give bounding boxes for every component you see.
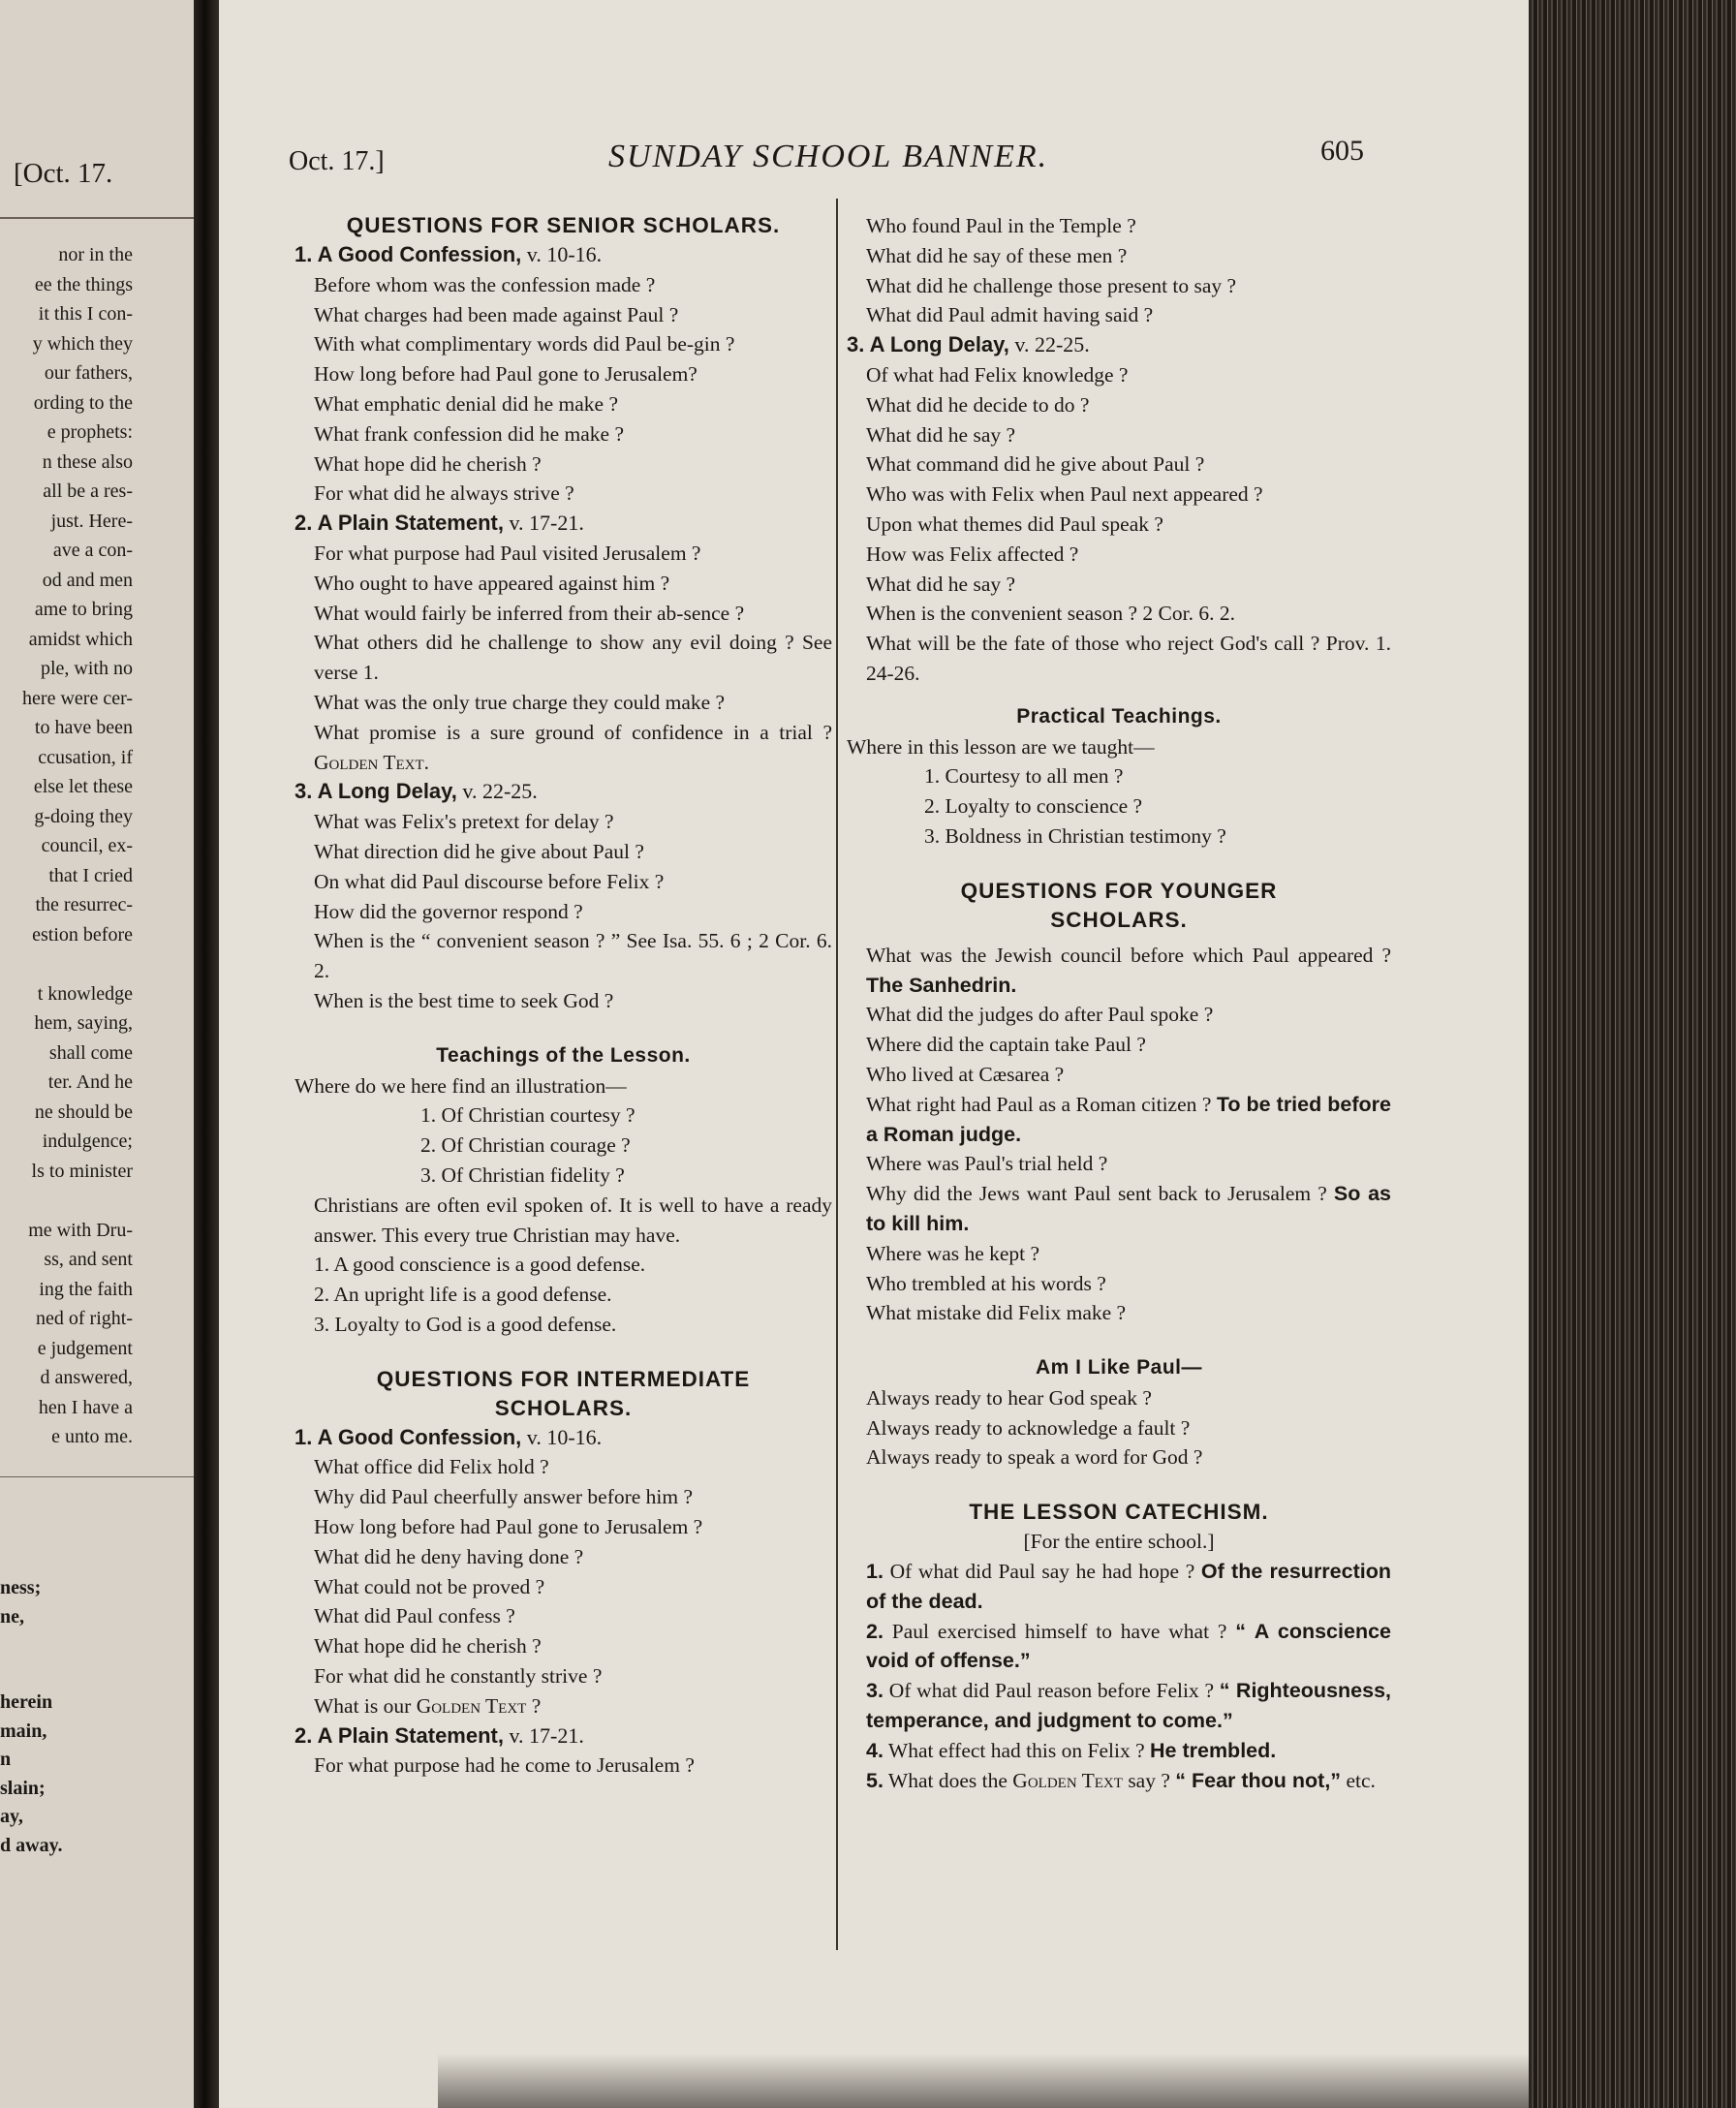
list-line: What frank confession did he make ? — [314, 421, 624, 446]
intermediate-question: What will be the fate of those who reject God's call ? Prov. 1. 24-26. — [866, 632, 1391, 685]
younger-heading: QUESTIONS FOR YOUNGER — [960, 878, 1278, 903]
running-head — [289, 133, 1422, 181]
list-line: For what purpose had Paul visited Jerusalem ? — [314, 541, 701, 565]
like-paul-heading: Am I Like Paul— — [1035, 1356, 1203, 1380]
teachings-intro: Where do we here find an illustration— — [294, 1073, 627, 1098]
like-paul-items — [847, 1383, 1391, 1472]
list-line: How long before had Paul gone to Jerusalem? — [314, 362, 698, 387]
left-page-line: me with Dru- — [28, 1219, 133, 1241]
list-line: Always ready to acknowledge a fault ? — [866, 1415, 1191, 1440]
list-line: Who trembled at his words ? — [866, 1271, 1106, 1295]
left-page-line: it this I con- — [38, 303, 133, 325]
list-line: Before whom was the confession made ? — [314, 272, 656, 296]
page-number: 605 — [1320, 135, 1364, 167]
list-line: What did Paul admit having said ? — [866, 303, 1154, 327]
header-title: SUNDAY SCHOOL BANNER. — [608, 139, 1049, 174]
younger-question: What right had Paul as a Roman citizen ? To be tried before a Roman judge. — [866, 1092, 1391, 1146]
list-line: What office did Felix hold ? — [314, 1455, 549, 1479]
left-page-line: ness; — [0, 1577, 42, 1598]
list-line: 3. Loyalty to God is a good defense. — [314, 1312, 617, 1336]
list-line: Always ready to hear God speak ? — [866, 1385, 1152, 1410]
senior-s1-questions — [294, 270, 832, 330]
left-page-line: here were cer- — [22, 687, 133, 709]
younger-questions-2 — [847, 1239, 1391, 1328]
intermediate-golden-question: What is our Golden Text ? — [314, 1693, 542, 1718]
senior-question: When is the best time to seek God ? — [314, 988, 614, 1012]
left-page-line: hen I have a — [38, 1396, 133, 1418]
list-line: On what did Paul discourse before Felix ? — [314, 869, 665, 893]
left-page-line: t knowledge — [37, 982, 133, 1005]
list-line: What command did he give about Paul ? — [866, 452, 1205, 477]
left-page-line: shall come — [48, 1041, 133, 1064]
list-line: What charges had been made against Paul ? — [314, 302, 679, 326]
list-line: Who found Paul in the Temple ? — [866, 214, 1136, 237]
list-line: What hope did he cherish ? — [314, 1634, 542, 1658]
practical-intro: Where in this lesson are we taught— — [847, 734, 1155, 759]
catechism-items — [847, 1557, 1391, 1766]
left-page-line: indulgence; — [42, 1131, 133, 1152]
list-line: What did Paul confess ? — [314, 1604, 515, 1628]
left-page-line: y which they — [32, 332, 133, 355]
left-page-header: [Oct. 17. — [14, 158, 113, 189]
column-rule — [836, 199, 838, 1950]
younger-question: What was the Jewish council before which Paul appeared ? The Sanhedrin. — [866, 943, 1391, 997]
list-line: Who lived at Cæsarea ? — [866, 1062, 1065, 1086]
left-page-line: ne, — [0, 1605, 24, 1628]
left-page-line: od and men — [42, 569, 133, 591]
left-page-line: the resurrec- — [35, 894, 133, 915]
left-page-line: d answered, — [40, 1367, 133, 1388]
list-line: Why did Paul cheerfully answer before him ? — [314, 1485, 694, 1509]
list-line: Who ought to have appeared against him ? — [314, 571, 670, 595]
list-line: Always ready to speak a word for God ? — [866, 1445, 1203, 1470]
list-line: How was Felix affected ? — [866, 542, 1079, 566]
list-line: What direction did he give about Paul ? — [314, 839, 644, 863]
left-page-line: ccusation, if — [38, 746, 133, 768]
list-line: Upon what themes did Paul speak ? — [866, 512, 1163, 536]
left-page-line: ss, and sent — [44, 1249, 133, 1270]
list-line: What emphatic denial did he make ? — [314, 391, 619, 416]
senior-question: What promise is a sure ground of confidence in a trial ? Golden Text. — [314, 720, 832, 774]
senior-s2-questions — [294, 539, 832, 599]
teachings-paragraph: Christians are often evil spoken of. It is well to have a ready answer. This every true Christian may have. — [314, 1193, 832, 1247]
list-line: For what purpose had he come to Jerusalem ? — [314, 1753, 695, 1778]
left-page-line: ame to bring — [34, 599, 133, 620]
intermediate-s1-questions — [294, 1452, 832, 1690]
senior-s1-title: 1. A Good Confession, v. 10-16. — [294, 242, 603, 266]
list-line: Of what had Felix knowledge ? — [866, 362, 1129, 387]
left-header-rule — [0, 217, 199, 219]
catechism-subheading: [For the entire school.] — [1023, 1530, 1215, 1554]
list-line: 2. Of Christian courage ? — [420, 1133, 631, 1158]
practical-heading: Practical Teachings. — [1016, 704, 1222, 728]
list-line: What hope did he cherish ? — [314, 451, 542, 476]
left-page-line: ording to the — [33, 391, 133, 414]
list-line: What did he deny having done ? — [314, 1544, 584, 1568]
left-page-line: that I cried — [48, 864, 133, 886]
younger-question: Why did the Jews want Paul sent back to Jerusalem ? So as to kill him. — [866, 1182, 1391, 1235]
list-line: What did the judges do after Paul spoke ? — [866, 1003, 1214, 1027]
page-shadow — [438, 2054, 1529, 2108]
left-page-line: ter. And he — [47, 1071, 133, 1093]
left-page-line: ls to minister — [31, 1160, 133, 1182]
left-page-line: e judgement — [37, 1337, 133, 1359]
left-page-line: ned of right- — [36, 1308, 133, 1329]
left-page-line: ay, — [0, 1806, 23, 1827]
left-page-line: hem, saying, — [34, 1012, 133, 1034]
left-page-line: herein — [0, 1691, 53, 1713]
main-page — [219, 0, 1529, 2108]
list-line: What mistake did Felix make ? — [866, 1301, 1127, 1325]
younger-question: Where was Paul's trial held ? — [866, 1152, 1108, 1176]
intermediate-heading: QUESTIONS FOR INTERMEDIATE — [376, 1366, 751, 1391]
left-page-line: n these also — [42, 450, 133, 473]
left-page-line: ave a con- — [52, 540, 133, 561]
senior-heading: QUESTIONS FOR SENIOR SCHOLARS. — [346, 213, 781, 237]
catechism-item: 1. Of what did Paul say he had hope ? Of the resurrection of the dead. — [866, 1560, 1391, 1613]
left-page-line: all be a res- — [43, 480, 133, 502]
left-column — [294, 211, 832, 1781]
catechism-item: 5. What does the Golden Text say ? “ Fear thou not,” etc. — [866, 1768, 1376, 1792]
list-line: When is the convenient season ? 2 Cor. 6. 2. — [866, 602, 1235, 626]
list-line: What did he decide to do ? — [866, 392, 1090, 417]
left-page-line: e prophets: — [46, 421, 133, 443]
senior-question: What others did he challenge to show any evil doing ? See verse 1. — [314, 631, 832, 685]
right-column — [847, 211, 1391, 1795]
list-line: What was Felix's pretext for delay ? — [314, 810, 614, 834]
left-page-line: just. Here- — [50, 510, 133, 532]
left-page-line: g-doing they — [34, 805, 133, 827]
list-line: For what did he constantly strive ? — [314, 1664, 603, 1689]
list-line: How long before had Paul gone to Jerusalem ? — [314, 1515, 703, 1539]
list-line: 3. Boldness in Christian testimony ? — [924, 823, 1226, 848]
list-line: How did the governor respond ? — [314, 899, 583, 923]
list-line: 1. A good conscience is a good defense. — [314, 1253, 646, 1277]
senior-question: What was the only true charge they could make ? — [314, 690, 726, 714]
left-page-line: nor in the — [58, 244, 133, 265]
teachings-heading: Teachings of the Lesson. — [436, 1043, 691, 1067]
list-line: What did he challenge those present to say ? — [866, 273, 1237, 297]
left-page-line: ing the faith — [39, 1278, 133, 1300]
list-line: 2. An upright life is a good defense. — [314, 1283, 612, 1307]
list-line: What did he say of these men ? — [866, 243, 1128, 267]
intermediate-s2-title: 2. A Plain Statement, v. 17-21. — [294, 1722, 584, 1748]
header-date: Oct. 17.] — [289, 146, 385, 176]
left-page-line: main, — [0, 1720, 47, 1742]
intermediate-s2-questions — [294, 1751, 832, 1781]
teachings-items — [294, 1100, 832, 1190]
senior-s2-title: 2. A Plain Statement, v. 17-21. — [294, 511, 584, 536]
senior-question: What would fairly be inferred from their ab-sence ? — [314, 601, 745, 625]
left-page-line: our fathers, — [44, 362, 133, 384]
list-line: 1. Courtesy to all men ? — [924, 764, 1124, 789]
left-page-line: ne should be — [34, 1100, 133, 1123]
left-page-line: to have been — [34, 717, 133, 738]
senior-s3-questions — [294, 807, 832, 926]
left-page-line: ple, with no — [41, 658, 133, 679]
senior-question: With what complimentary words did Paul be-gin ? — [314, 332, 735, 356]
left-page-line: estion before — [32, 923, 133, 946]
left-page-line: e unto me. — [51, 1426, 133, 1447]
left-section-rule — [0, 1476, 199, 1477]
list-line: For what did he always strive ? — [314, 481, 574, 506]
left-page-line: else let these — [33, 776, 133, 797]
younger-questions — [847, 1000, 1391, 1089]
list-line: What did he say ? — [866, 572, 1016, 596]
left-page-line: council, ex- — [41, 835, 133, 856]
practical-items — [847, 761, 1391, 851]
catechism-item: 3. Of what did Paul reason before Felix ? “ Righteousness, temperance, and judgment to come.” — [866, 1679, 1391, 1733]
teachings-list — [294, 1250, 832, 1339]
list-line: What did he say ? — [866, 422, 1016, 447]
left-page-line: n — [0, 1749, 12, 1770]
catechism-item: 2. Paul exercised himself to have what ? “ A conscience void of offense.” — [866, 1619, 1391, 1673]
intermediate-heading-2: SCHOLARS. — [494, 1395, 633, 1420]
list-line: What could not be proved ? — [314, 1574, 545, 1598]
senior-question: When is the “ convenient season ? ” See Isa. 55. 6 ; 2 Cor. 6. 2. — [314, 929, 832, 983]
catechism-heading: THE LESSON CATECHISM. — [969, 1500, 1269, 1525]
left-page-line: d away. — [0, 1834, 63, 1856]
left-page-fragment — [0, 0, 199, 2108]
senior-s3-title: 3. A Long Delay, v. 22-25. — [294, 779, 538, 804]
intermediate-s3-questions — [847, 360, 1391, 629]
list-line: Where was he kept ? — [866, 1241, 1040, 1265]
intermediate-s3-title: 3. A Long Delay, v. 22-25. — [847, 332, 1090, 357]
intermediate-continued-questions — [847, 211, 1391, 330]
list-line: Who was with Felix when Paul next appeared ? — [866, 482, 1263, 507]
intermediate-s1-title: 1. A Good Confession, v. 10-16. — [294, 1424, 603, 1449]
catechism-item: 4. What effect had this on Felix ? He trembled. — [866, 1738, 1277, 1762]
left-page-line: slain; — [0, 1777, 46, 1799]
list-line: Where did the captain take Paul ? — [866, 1033, 1146, 1057]
younger-heading-2: SCHOLARS. — [1050, 907, 1188, 932]
senior-s1-questions-2 — [294, 359, 832, 509]
list-line: 1. Of Christian courtesy ? — [420, 1103, 636, 1128]
left-page-line: ee the things — [34, 273, 133, 295]
book-page-edges — [1529, 0, 1736, 2108]
left-page-line: amidst which — [28, 628, 133, 650]
list-line: 3. Of Christian fidelity ? — [420, 1162, 625, 1187]
book-gutter — [194, 0, 221, 2108]
list-line: 2. Loyalty to conscience ? — [924, 794, 1143, 819]
